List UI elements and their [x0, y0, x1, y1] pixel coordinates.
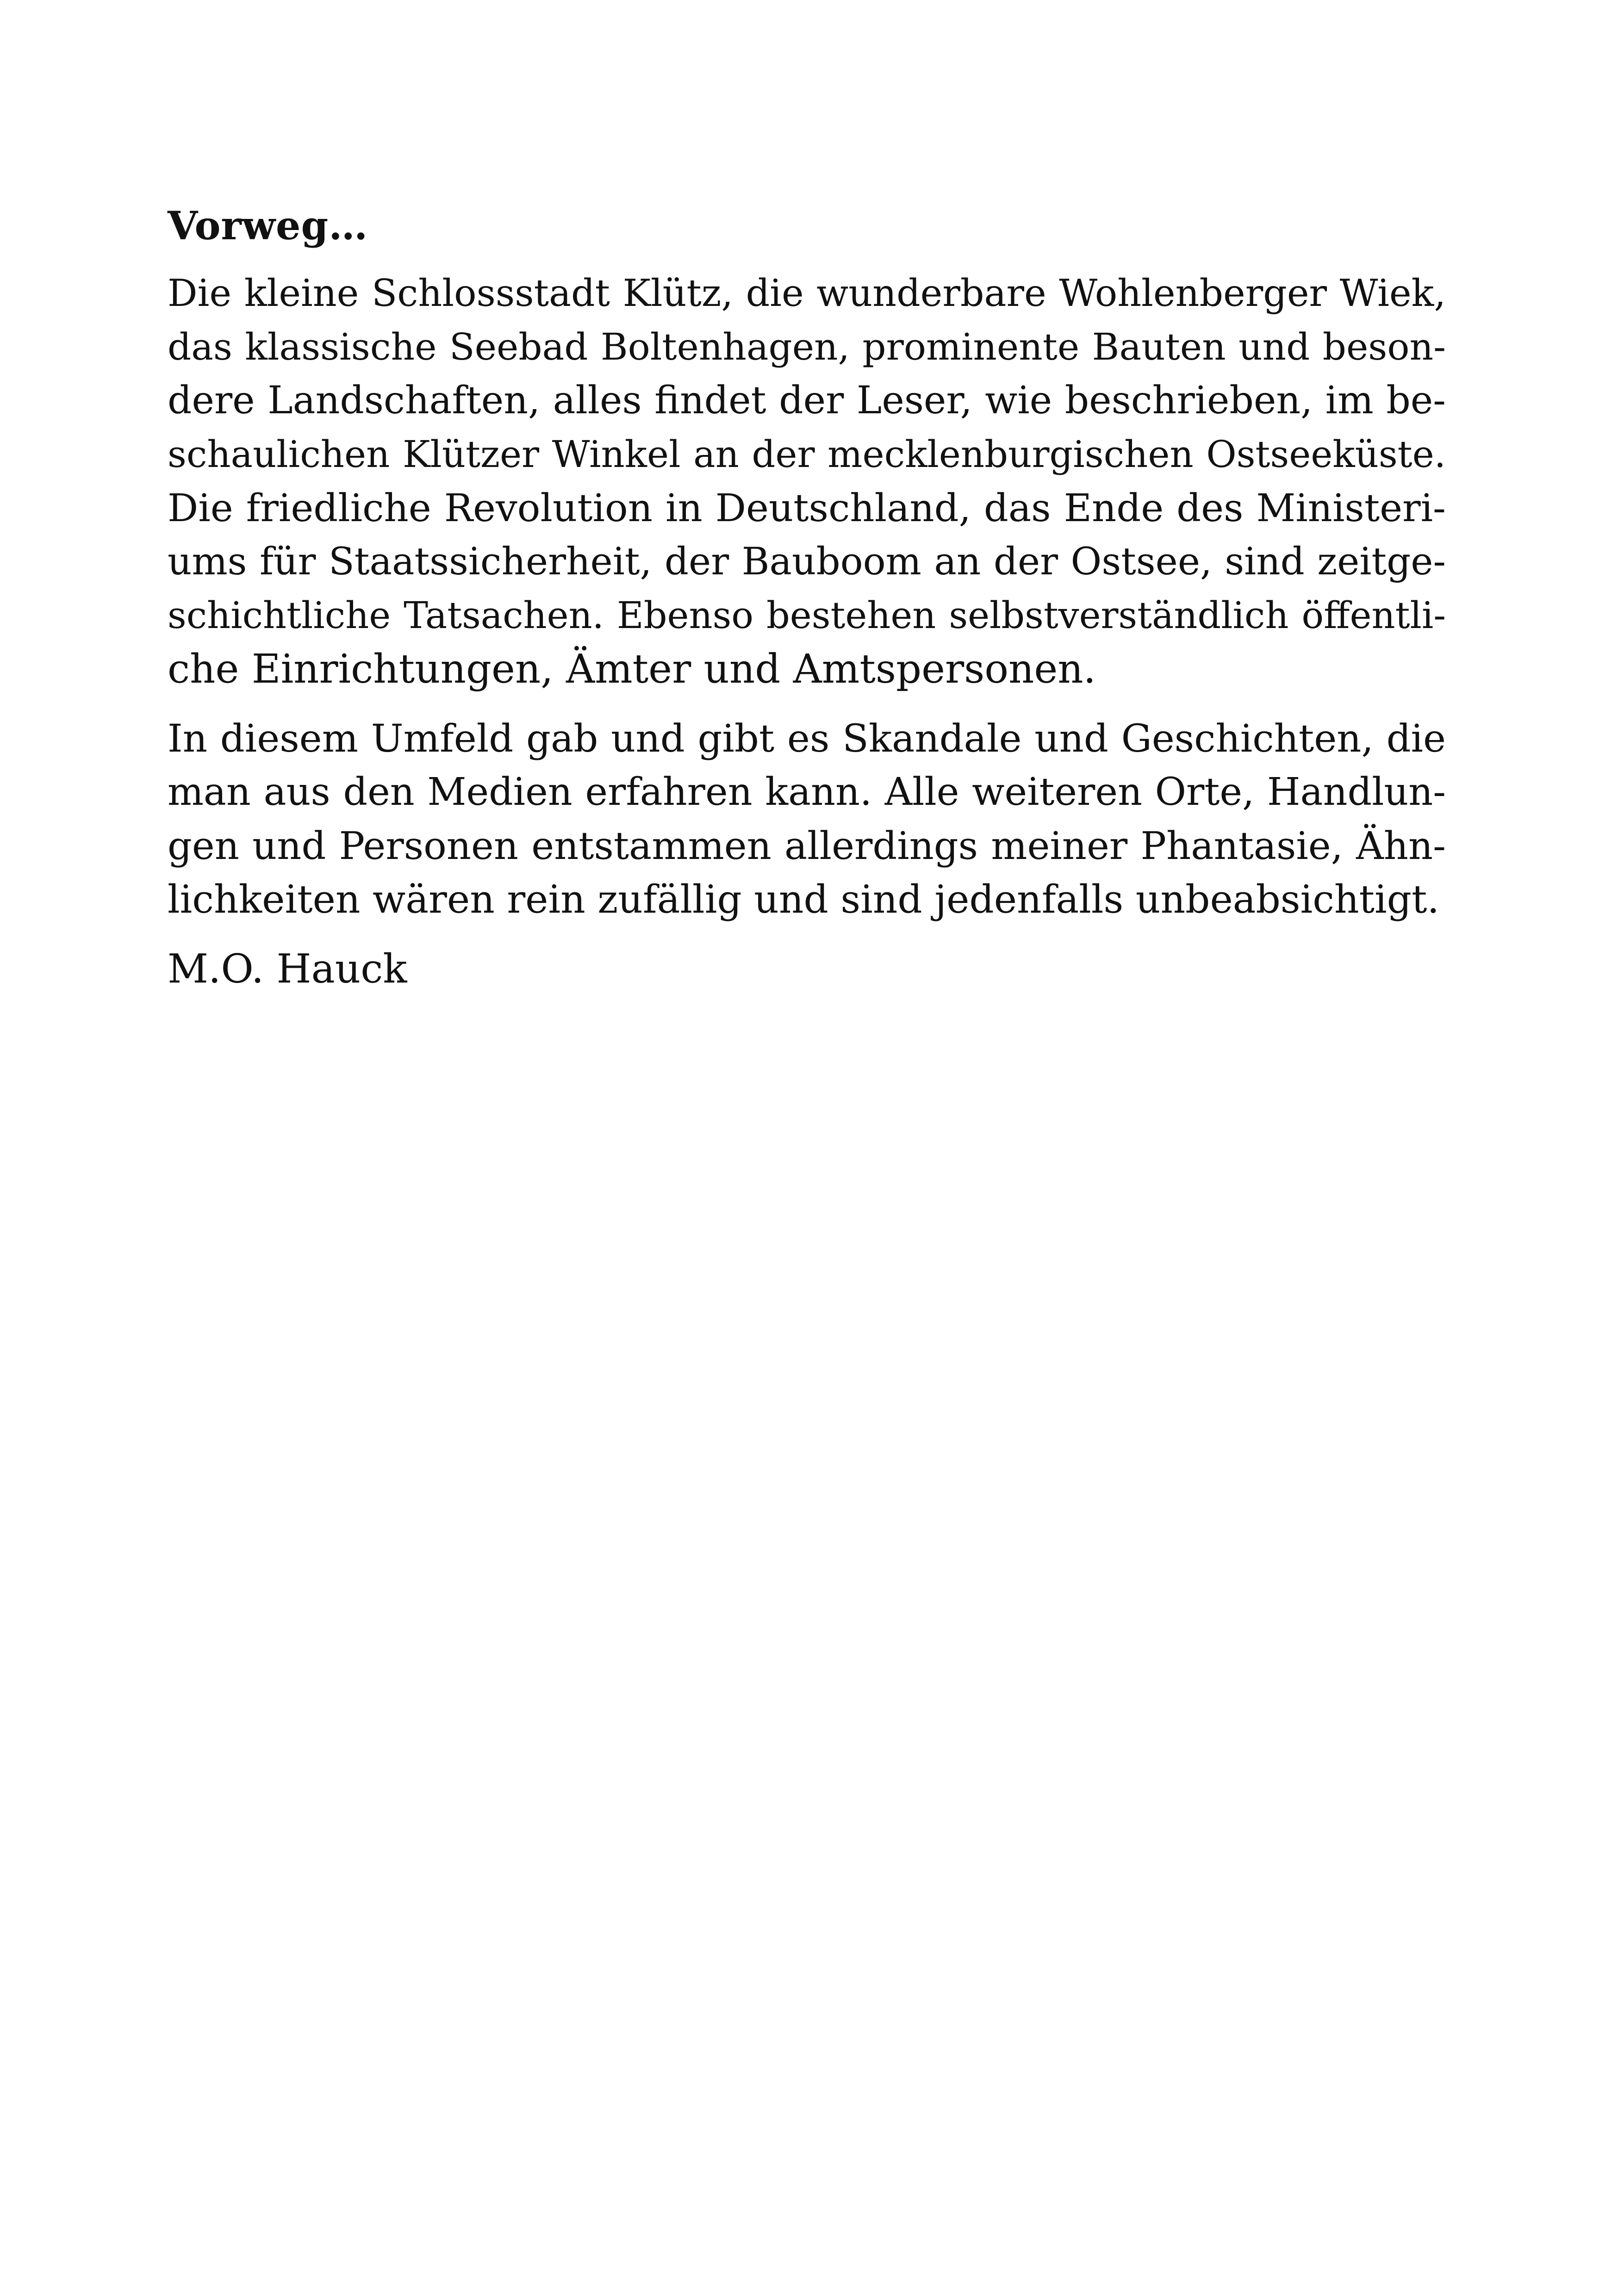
text-line: Die friedliche Revolution in Deutschland, das Ende des Ministeri-	[168, 485, 1446, 530]
text-block	[168, 199, 1446, 996]
paragraph-2	[168, 712, 1446, 927]
text-line: Die kleine Schlossstadt Klütz, die wunderbare Wohlenberger Wiek,	[168, 272, 1446, 315]
text-line: man aus den Medien erfahren kann. Alle weiteren Orte, Handlun-	[168, 770, 1446, 814]
paragraph-1	[168, 267, 1446, 696]
heading: Vorweg…	[168, 203, 368, 249]
text-line: schaulichen Klützer Winkel an der mecklenburgischen Ostseeküste.	[168, 433, 1446, 476]
author-signature: M.O. Hauck	[168, 946, 407, 992]
text-line: gen und Personen entstammen allerdings meiner Phantasie, Ähn-	[168, 824, 1446, 868]
text-line: dere Landschaften, alles findet der Leser, wie beschrieben, im be-	[168, 379, 1446, 423]
text-line: das klassische Seebad Boltenhagen, prominente Bauten und beson-	[168, 325, 1446, 368]
text-line: lichkeiten wären rein zufällig und sind jedenfalls unbeabsichtigt.	[168, 877, 1439, 922]
text-line: ums für Staatssicherheit, der Bauboom an der Ostsee, sind zeitge-	[168, 540, 1446, 584]
text-line: In diesem Umfeld gab und gibt es Skandale und Geschichten, die	[168, 716, 1446, 761]
text-line: schichtliche Tatsachen. Ebenso bestehen selbstverständlich öffentli-	[168, 594, 1446, 637]
text-line: che Einrichtungen, Ämter und Amtspersonen.	[168, 646, 1096, 692]
